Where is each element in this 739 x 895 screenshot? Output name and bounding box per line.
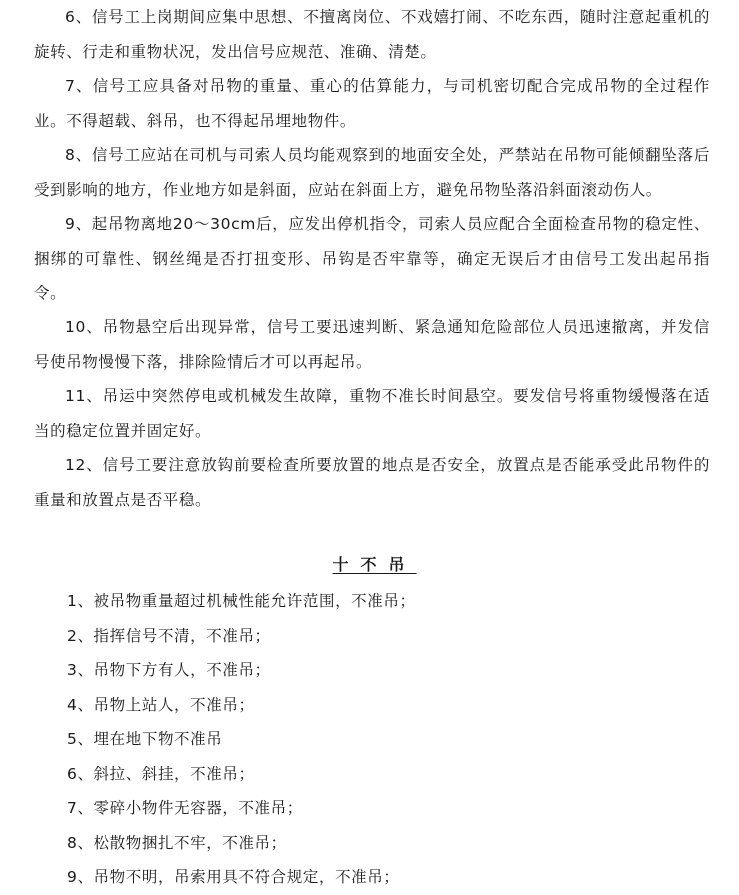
paragraph-item-11: 11、吊运中突然停电或机械发生故障，重物不准长时间悬空。要发信号将重物缓慢落在适当的稳定位置并固定好。 xyxy=(34,387,710,440)
list-item: 3、吊物下方有人，不准吊； xyxy=(67,661,271,679)
paragraph-item-8: 8、信号工应站在司机与司索人员均能观察到的地面安全处，严禁站在吊物可能倾翻坠落后受到影响的地方，作业地方如是斜面，应站在斜面上方，避免吊物坠落沿斜面滚动伤人。 xyxy=(34,146,710,199)
list-item: 1、被吊物重量超过机械性能允许范围，不准吊； xyxy=(67,592,416,610)
paragraph-item-10: 10、吊物悬空后出现异常，信号工要迅速判断、紧急通知危险部位人员迅速撤离，并发信号使吊物慢慢下落，排除险情后才可以再起吊。 xyxy=(34,318,710,371)
paragraph-item-6: 6、信号工上岗期间应集中思想、不擅离岗位、不戏嬉打闹、不吃东西，随时注意起重机的旋转、行走和重物状况，发出信号应规范、准确、清楚。 xyxy=(34,8,710,61)
list-item: 6、斜拉、斜挂，不准吊； xyxy=(67,764,255,783)
paragraph-item-12: 12、信号工要注意放钩前要检查所要放置的地点是否安全，放置点是否能承受此吊物件的重量和放置点是否平稳。 xyxy=(34,456,710,509)
paragraph-item-9: 9、起吊物离地20～30cm后，应发出停机指令，司索人员应配合全面检查吊物的稳定性、捆绑的可靠性、钢丝绳是否打扭变形、吊钩是否牢靠等，确定无误后才由信号工发出起吊指令。 xyxy=(34,215,710,302)
paragraph-item-7: 7、信号工应具备对吊物的重量、重心的估算能力，与司机密切配合完成吊物的全过程作业。不得超载、斜吊，也不得起吊埋地物件。 xyxy=(34,77,710,130)
list-item: 2、指挥信号不清，不准吊； xyxy=(67,626,271,645)
rule-list xyxy=(67,584,416,895)
list-item: 9、吊物不明，吊索用具不符合规定，不准吊； xyxy=(67,868,400,886)
section-heading xyxy=(0,550,739,580)
list-item: 7、零碎小物件无容器，不准吊； xyxy=(67,799,303,817)
section-title-text: 十不吊 xyxy=(332,555,417,574)
list-item: 5、埋在地下物不准吊 xyxy=(67,730,223,748)
list-item: 4、吊物上站人，不准吊； xyxy=(67,695,255,714)
list-item: 8、松散物捆扎不牢，不准吊； xyxy=(67,833,287,852)
